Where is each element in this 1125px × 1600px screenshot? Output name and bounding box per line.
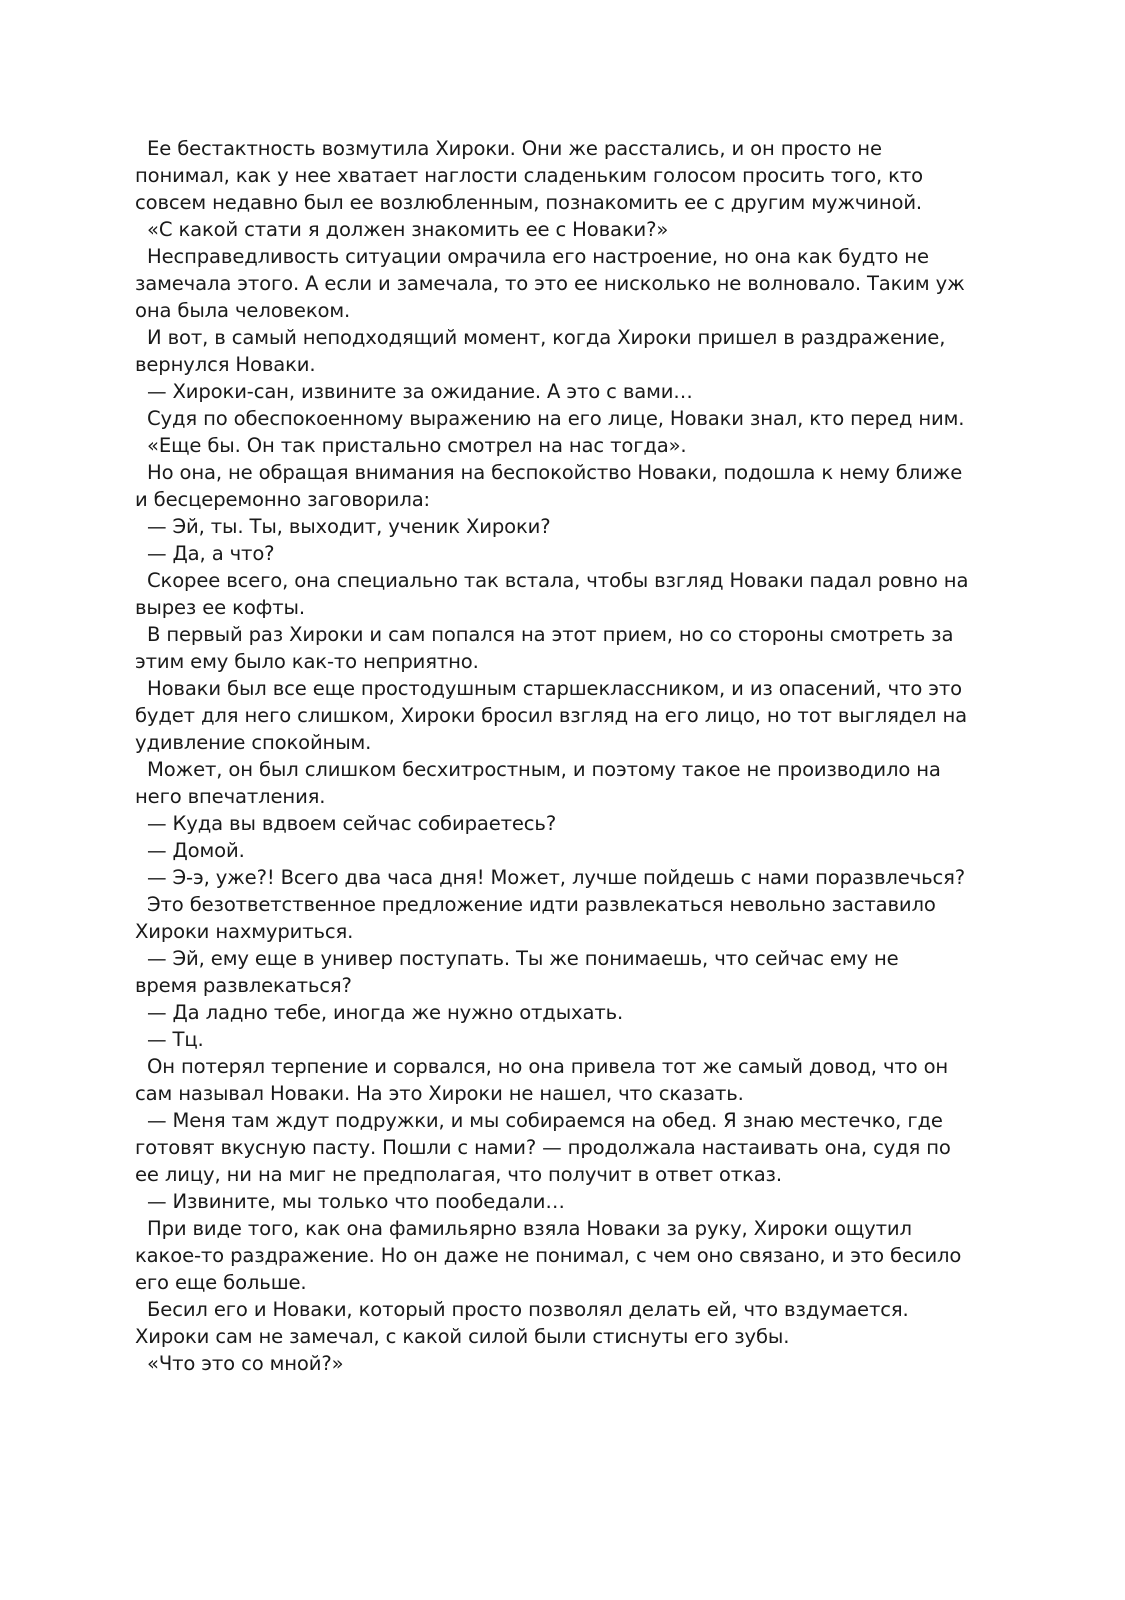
text-line: Может, он был слишком бесхитростным, и поэтому такое не производило на — [147, 758, 941, 781]
text-line: его еще больше. — [135, 1271, 307, 1294]
text-line: вырез ее кофты. — [135, 596, 305, 619]
text-line: будет для него слишком, Хироки бросил взгляд на его лицо, но тот выглядел на — [135, 704, 968, 727]
text-line: Скорее всего, она специально так встала, чтобы взгляд Новаки падал ровно на — [147, 569, 969, 592]
text-line: Бесил его и Новаки, который просто позволял делать ей, что вздумается. — [147, 1298, 909, 1321]
book-page-text — [135, 135, 985, 1377]
text-line: Хироки сам не замечал, с какой силой были стиснуты его зубы. — [135, 1325, 790, 1348]
text-line: — Извините, мы только что пообедали… — [147, 1190, 565, 1213]
text-line: И вот, в самый неподходящий момент, когда Хироки пришел в раздражение, — [147, 326, 946, 349]
text-line: время развлекаться? — [135, 974, 352, 997]
text-line: В первый раз Хироки и сам попался на этот прием, но со стороны смотреть за — [147, 623, 954, 646]
text-line: этим ему было как-то неприятно. — [135, 650, 479, 673]
text-line: сам называл Новаки. На это Хироки не нашел, что сказать. — [135, 1082, 744, 1105]
text-line: — Э-э, уже?! Всего два часа дня! Может, лучше пойдешь с нами поразвлечься? — [147, 866, 966, 889]
text-line: вернулся Новаки. — [135, 353, 316, 376]
text-line: — Хироки-сан, извините за ожидание. А это с вами… — [147, 380, 693, 403]
text-line: и бесцеремонно заговорила: — [135, 488, 431, 511]
text-line: удивление спокойным. — [135, 731, 372, 754]
text-line: — Эй, ты. Ты, выходит, ученик Хироки? — [147, 515, 551, 538]
text-line: замечала этого. А если и замечала, то это ее нисколько не волновало. Таким уж — [135, 272, 965, 295]
text-line: — Куда вы вдвоем сейчас собираетесь? — [147, 812, 557, 835]
text-line: него впечатления. — [135, 785, 326, 808]
text-line: — Да ладно тебе, иногда же нужно отдыхать. — [147, 1001, 624, 1024]
text-line: «Что это со мной?» — [147, 1352, 344, 1375]
text-line: Он потерял терпение и сорвался, но она привела тот же самый довод, что он — [147, 1055, 949, 1078]
text-line: — Эй, ему еще в универ поступать. Ты же понимаешь, что сейчас ему не — [147, 947, 899, 970]
text-line: Несправедливость ситуации омрачила его настроение, но она как будто не — [147, 245, 929, 268]
text-line: совсем недавно был ее возлюбленным, познакомить ее с другим мужчиной. — [135, 191, 923, 214]
text-line: Новаки был все еще простодушным старшеклассником, и из опасений, что это — [147, 677, 962, 700]
text-line: Хироки нахмуриться. — [135, 920, 354, 943]
text-line: — Тц. — [147, 1028, 204, 1051]
text-line: — Домой. — [147, 839, 245, 862]
text-line: — Да, а что? — [147, 542, 275, 565]
text-line: готовят вкусную пасту. Пошли с нами? — продолжала настаивать она, судя по — [135, 1136, 951, 1159]
text-line: Но она, не обращая внимания на беспокойство Новаки, подошла к нему ближе — [147, 461, 963, 484]
text-line: «С какой стати я должен знакомить ее с Новаки?» — [147, 218, 669, 241]
text-line: какое-то раздражение. Но он даже не понимал, с чем оно связано, и это бесило — [135, 1244, 962, 1267]
text-line: Ее бестактность возмутила Хироки. Они же расстались, и он просто не — [147, 137, 882, 160]
text-line: «Еще бы. Он так пристально смотрел на нас тогда». — [147, 434, 687, 457]
text-line: Судя по обеспокоенному выражению на его лице, Новаки знал, кто перед ним. — [147, 407, 965, 430]
text-line: понимал, как у нее хватает наглости сладеньким голосом просить того, кто — [135, 164, 923, 187]
text-line: — Меня там ждут подружки, и мы собираемся на обед. Я знаю местечко, где — [147, 1109, 943, 1132]
text-line: Это безответственное предложение идти развлекаться невольно заставило — [147, 893, 936, 916]
text-line: она была человеком. — [135, 299, 351, 322]
text-line: ее лицу, ни на миг не предполагая, что получит в ответ отказ. — [135, 1163, 782, 1186]
text-line: При виде того, как она фамильярно взяла Новаки за руку, Хироки ощутил — [147, 1217, 912, 1240]
